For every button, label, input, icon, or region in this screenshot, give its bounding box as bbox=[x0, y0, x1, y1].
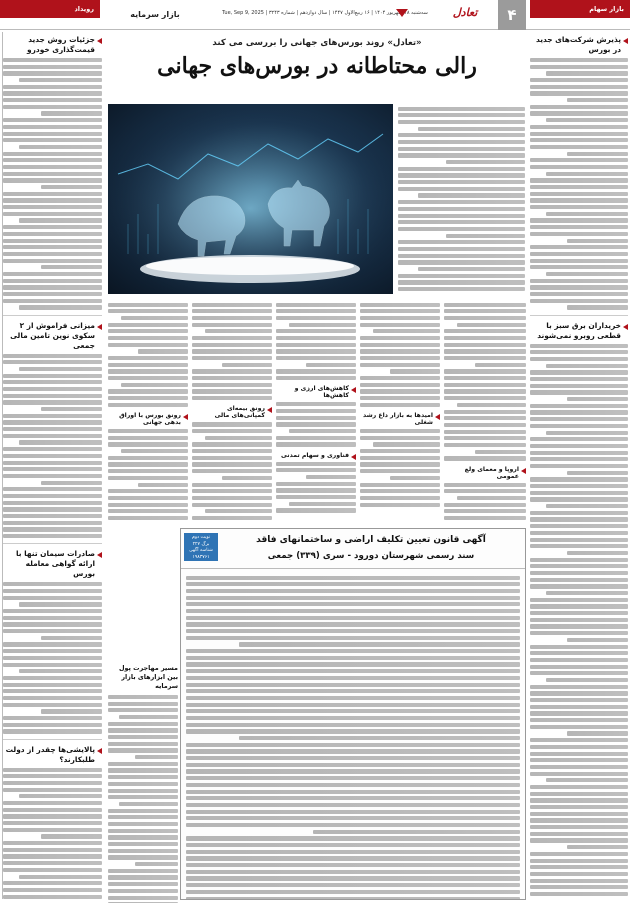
article-body bbox=[276, 402, 356, 446]
article-body bbox=[3, 768, 102, 899]
main-headline-area bbox=[108, 32, 526, 100]
ad-badge-line: برگ ۲۲۷ bbox=[192, 541, 210, 547]
news-title: پذیرش شرکت‌های جدید در بورس bbox=[530, 35, 628, 55]
ad-badge-line: شناسه آگهی ۱۹۸۳۷۶۱ bbox=[189, 548, 213, 560]
divider bbox=[3, 739, 102, 740]
article-body bbox=[3, 582, 102, 733]
lead-article-column bbox=[398, 104, 525, 294]
left-column bbox=[2, 32, 102, 899]
left-section-tag: رویداد bbox=[0, 0, 100, 18]
article-body bbox=[360, 429, 440, 507]
article-body bbox=[276, 462, 356, 513]
dateline: سه‌شنبه ۱۸ شهریور ۱۴۰۴ | ۱۶ ربیع‌الاول ۱۴۴۷ | سال دوازدهم | شماره ۳۲۴۳ | Tue, Sep 9, 2025 bbox=[222, 10, 428, 16]
article-body bbox=[398, 107, 525, 295]
article-body bbox=[192, 422, 272, 520]
ad-body bbox=[181, 569, 525, 900]
lower-column-2 bbox=[192, 300, 272, 520]
ad-subtitle: سند رسمی شهرستان دورود - سری (۳۳۹) جمعی bbox=[267, 551, 475, 561]
lower-column-3 bbox=[276, 300, 356, 520]
brand-triangle-icon bbox=[396, 9, 408, 17]
ad-badge-line: نوبت دوم bbox=[191, 535, 210, 540]
news-title: جزئیات روش جدید قیمت‌گذاری خودرو bbox=[3, 35, 102, 55]
masthead bbox=[0, 0, 630, 30]
article-body bbox=[530, 344, 628, 899]
lower-headline: مسیر مهاجرت پول بین ابزارهای بازار سرمایه bbox=[118, 664, 178, 690]
bull-bear-illustration bbox=[108, 104, 393, 294]
article-body bbox=[360, 303, 440, 408]
article-body bbox=[3, 58, 102, 310]
article-body bbox=[108, 303, 188, 408]
article-body bbox=[444, 483, 526, 521]
ad-title: آگهی قانون تعیین تکلیف اراضی و ساختمانهای فاقد bbox=[256, 535, 486, 545]
divider bbox=[530, 315, 628, 316]
news-title: میزانی فراموش از ۲ سکوی نوین تامین مالی جمعی bbox=[3, 321, 102, 351]
article-body bbox=[530, 58, 628, 310]
lower-headline-block bbox=[108, 664, 178, 903]
divider bbox=[3, 543, 102, 544]
news-title: خریداران برق سبز با قطعی روبرو نمی‌شوند bbox=[530, 321, 628, 341]
news-title: صادرات سیمان تنها با ارائه گواهی معامله بورس bbox=[3, 549, 102, 579]
right-column bbox=[530, 32, 628, 899]
page-title: رالی محتاطانه در بورس‌های جهانی bbox=[157, 53, 477, 79]
brand-logo: تعادل bbox=[452, 6, 478, 19]
section-tag: بازار سهام bbox=[530, 0, 630, 18]
section-subhead: رونق بورس با اوراق بدهی جهانی bbox=[108, 412, 188, 426]
lower-article-area bbox=[108, 300, 526, 520]
section-subhead: رونق بیمه‌ای کمپانی‌های مالی bbox=[192, 405, 272, 419]
news-title: پالایشی‌ها چقدر از دولت طلبکارند؟ bbox=[3, 745, 102, 765]
lower-column-4 bbox=[360, 300, 440, 520]
section-subhead: کاهش‌های ارزی و کاهش‌ها bbox=[276, 385, 356, 399]
lower-column-1 bbox=[108, 300, 188, 520]
article-body bbox=[444, 303, 526, 461]
section-subhead: اروپا و معمای ولع عمومی bbox=[444, 466, 526, 480]
headline-kicker: «تعادل» روند بورس‌های جهانی را بررسی می کند bbox=[212, 38, 422, 48]
article-body bbox=[108, 695, 178, 903]
section-subhead: فناوری و سهام تمدنی bbox=[276, 452, 356, 459]
page-number: ۴ bbox=[498, 0, 526, 30]
article-body bbox=[192, 303, 272, 401]
article-body bbox=[108, 429, 188, 520]
ad-badge bbox=[184, 533, 218, 561]
hero-image bbox=[108, 104, 393, 294]
article-body bbox=[3, 354, 102, 539]
article-body bbox=[276, 303, 356, 381]
section-subhead: امیدها به بازار داغ رشد شغلی bbox=[360, 412, 440, 426]
legal-notice-ad bbox=[180, 528, 526, 900]
lower-column-5 bbox=[444, 300, 526, 520]
ad-header bbox=[181, 529, 525, 569]
divider bbox=[3, 315, 102, 316]
section-name: بازار سرمایه bbox=[130, 10, 180, 19]
